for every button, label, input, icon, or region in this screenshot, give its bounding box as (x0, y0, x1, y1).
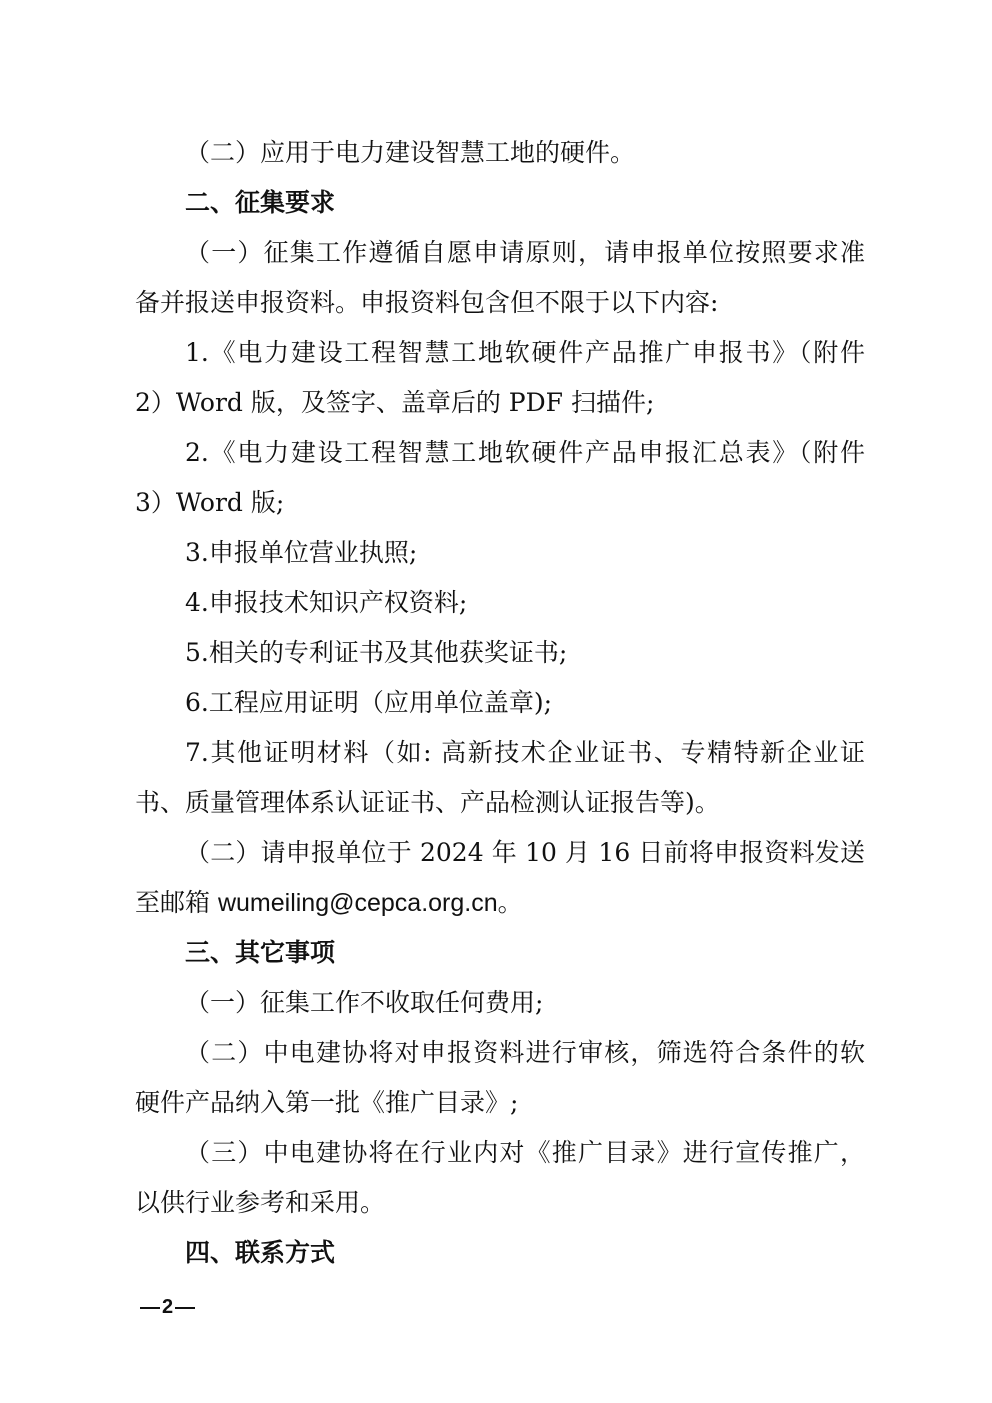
paragraph-line: （一）征集工作遵循自愿申请原则，请申报单位按照要求准 (185, 238, 865, 267)
list-item-continuation: 书、质量管理体系认证证书、产品检测认证报告等)。 (135, 788, 720, 817)
page-footer (138, 1292, 197, 1322)
paragraph-line (135, 883, 865, 923)
email-suffix: 。 (497, 888, 523, 917)
paragraph-line: 备并报送申报资料。申报资料包含但不限于以下内容: (135, 288, 719, 317)
paragraph-line: （三）中电建协将在行业内对《推广目录》进行宣传推广， (185, 1138, 865, 1167)
paragraph-line: （一）征集工作不收取任何费用; (185, 988, 544, 1017)
email-prefix: 至邮箱 (135, 888, 218, 917)
footer-dash-left (140, 1307, 160, 1309)
footer-dash-right (175, 1307, 195, 1309)
paragraph-line: 硬件产品纳入第一批《推广目录》; (135, 1088, 519, 1117)
paragraph-line: （二）应用于电力建设智慧工地的硬件。 (185, 138, 636, 167)
list-item-continuation: 2）Word 版，及签字、盖章后的 PDF 扫描件; (135, 388, 655, 417)
email-address: wumeiling@cepca.org.cn (217, 889, 498, 917)
list-item-continuation: 3）Word 版; (135, 488, 285, 517)
paragraph-line: 以供行业参考和采用。 (135, 1188, 386, 1217)
list-item: 7.其他证明材料（如: 高新技术企业证书、专精特新企业证 (185, 738, 865, 767)
list-item: 6.工程应用证明（应用单位盖章); (185, 688, 553, 717)
list-item: 3.申报单位营业执照; (185, 538, 418, 567)
list-item: 2.《电力建设工程智慧工地软硬件产品申报汇总表》（附件 (185, 438, 865, 467)
section-heading: 四、联系方式 (185, 1238, 336, 1267)
paragraph-line: （二）中电建协将对申报资料进行审核，筛选符合条件的软 (185, 1038, 865, 1067)
paragraph-line: （二）请申报单位于 2024 年 10 月 16 日前将申报资料发送 (185, 838, 865, 867)
list-item: 5.相关的专利证书及其他获奖证书; (185, 638, 568, 667)
page-number: 2 (162, 1296, 174, 1318)
list-item: 1.《电力建设工程智慧工地软硬件产品推广申报书》（附件 (185, 338, 865, 367)
list-item: 4.申报技术知识产权资料; (185, 588, 468, 617)
section-heading: 三、其它事项 (185, 938, 336, 967)
section-heading: 二、征集要求 (185, 188, 336, 217)
